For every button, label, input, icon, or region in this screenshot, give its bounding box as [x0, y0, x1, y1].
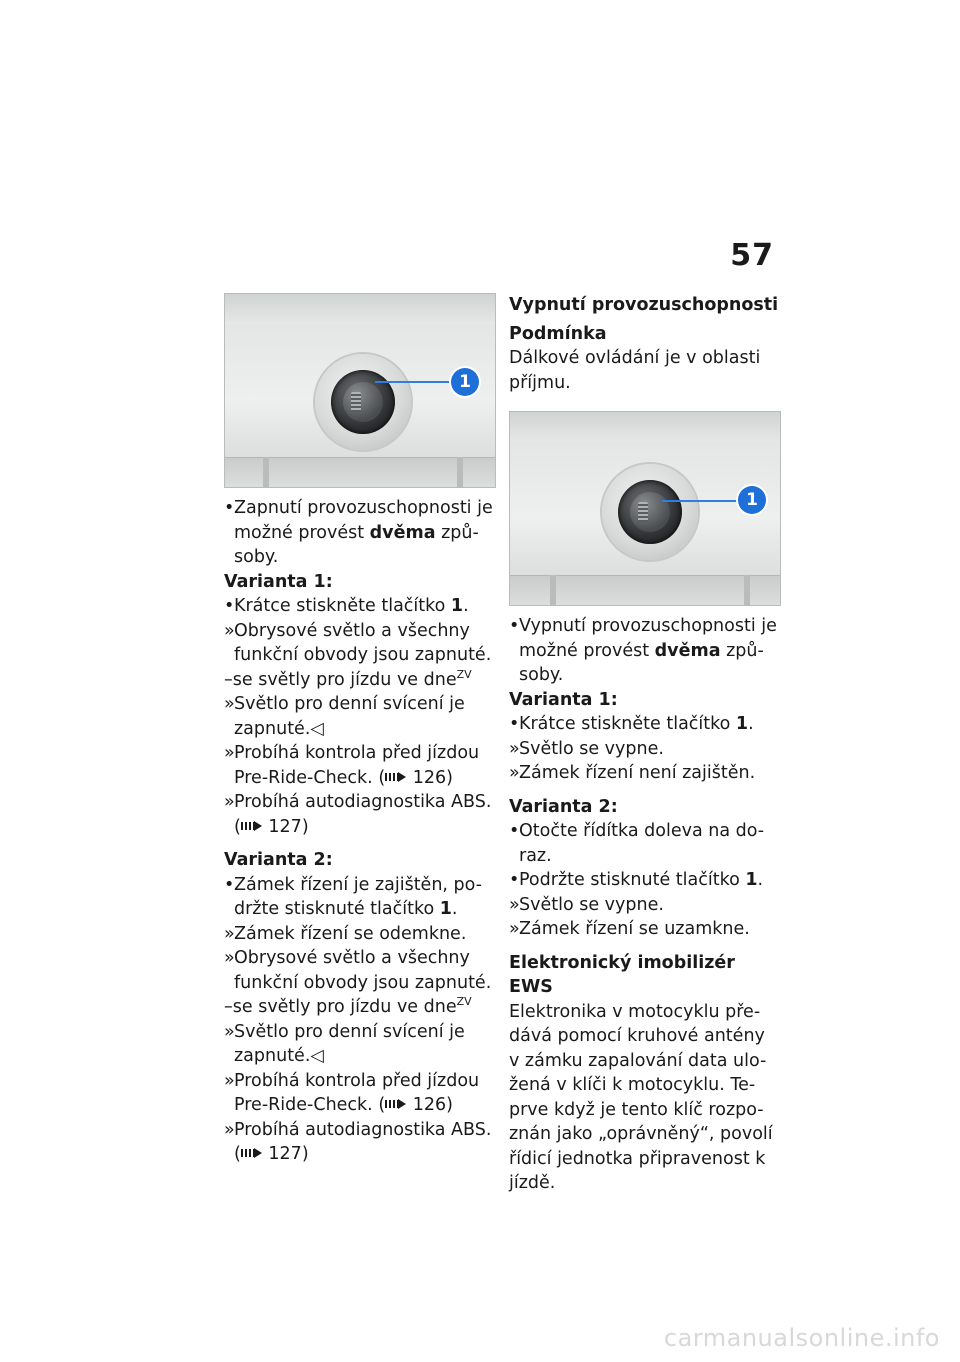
condition-line: –se světly pro jízdu ve dne$^{ZV}$: [224, 995, 472, 1017]
section-heading: Varianta 1:: [224, 571, 333, 592]
callout-line: [375, 381, 453, 383]
result-item: » Probíhá kontrola před jízdou Pre-Ride-Check. ( 126): [224, 743, 480, 788]
ignition-lock: [331, 370, 395, 434]
list-item: • Podržte stisknuté tlačítko 1.: [509, 868, 779, 893]
callout-line: [662, 500, 740, 502]
result-item: » Probíhá autodiagnostika ABS. ( 127): [224, 792, 492, 837]
result-icon: »: [509, 738, 520, 759]
panel-top: [225, 294, 495, 324]
list-item: • Krátce stiskněte tlačítko 1.: [224, 594, 494, 619]
result-icon: »: [224, 620, 235, 641]
list-item: • Zámek řízení je zajištěn, po-držte stisknuté tlačítko 1.: [224, 874, 482, 919]
page-reference[interactable]: ( 127): [234, 1144, 309, 1164]
section-heading: Varianta 2:: [224, 850, 333, 870]
bullet-icon: •: [509, 821, 520, 841]
left-column: [224, 293, 494, 1167]
paragraph: Elektronika v motocyklu pře-dává pomocí kruhové antény v zámku zapalování data ulo-žená v klíči k motocyklu. Te-prve když je tento klíč rozpo-znán jako „oprávněný“, povolí řídicí jednotka připravenost k jízdě.: [509, 1001, 773, 1193]
callout-badge-1: 1: [738, 486, 766, 514]
section-heading: Elektronický imobilizér EWS: [509, 952, 735, 997]
callout-badge-1: 1: [451, 368, 479, 396]
bullet-icon: •: [509, 714, 520, 734]
page-arrow-icon: [241, 1148, 263, 1158]
result-item: » Obrysové světlo a všechny funkční obvody jsou zapnuté.: [224, 620, 492, 665]
result-item: » Zámek řízení se uzamkne.: [509, 917, 779, 942]
result-icon: »: [224, 694, 235, 714]
list-item: • Zapnutí provozuschopnosti je možné provést dvěma způ-soby.: [224, 498, 493, 567]
panel-groove: [263, 457, 269, 487]
list-item: • Otočte řídítka doleva na do-raz.: [509, 821, 765, 866]
ignition-button-figure: [509, 411, 781, 606]
section-heading: Varianta 2:: [509, 796, 618, 817]
result-icon: »: [224, 1021, 235, 1042]
condition-heading: Podmínka: [509, 323, 607, 344]
bullet-icon: •: [509, 616, 520, 636]
ignition-lock-ring: [602, 464, 698, 560]
list-item: • Krátce stiskněte tlačítko 1.: [509, 712, 779, 737]
result-icon: »: [509, 763, 520, 783]
bullet-icon: •: [224, 596, 235, 616]
panel-groove: [457, 457, 463, 487]
result-icon: »: [224, 948, 235, 968]
ignition-button-figure: [224, 293, 496, 488]
result-item: » Světlo se vypne.: [509, 737, 779, 762]
result-item: » Probíhá kontrola před jízdou Pre-Ride-Check. ( 126): [224, 1070, 480, 1115]
panel-top: [510, 412, 780, 442]
end-mark-icon: ◁: [310, 718, 324, 739]
result-icon: »: [509, 894, 520, 915]
page-number: 57: [730, 238, 774, 273]
result-item: » Světlo pro denní svícení je zapnuté.◁: [224, 1021, 465, 1066]
ignition-lock: [618, 480, 682, 544]
result-item: » Zámek řízení se odemkne.: [224, 922, 494, 947]
bullet-icon: •: [509, 870, 520, 890]
result-item: » Zámek řízení není zajištěn.: [509, 761, 779, 786]
result-icon: »: [224, 743, 235, 763]
page-arrow-icon: [385, 1099, 407, 1109]
panel-groove: [744, 575, 750, 605]
page-reference[interactable]: ( 127): [234, 816, 309, 837]
list-item: • Vypnutí provozuschopnosti je možné provést dvěma způ-soby.: [509, 616, 777, 685]
section-heading: Vypnutí provozuschopnosti: [509, 295, 779, 315]
page-arrow-icon: [241, 821, 263, 831]
result-icon: »: [224, 1119, 235, 1140]
condition-text: Dálkové ovládání je v oblasti příjmu.: [509, 348, 761, 393]
right-column: [509, 293, 779, 1196]
start-button-knob: [343, 382, 383, 422]
page-reference[interactable]: ( 126): [378, 1095, 453, 1115]
bullet-icon: •: [224, 874, 235, 895]
watermark: carmanualsonline.info: [663, 1324, 940, 1352]
result-icon: »: [224, 923, 235, 944]
result-icon: »: [224, 1070, 235, 1091]
end-mark-icon: ◁: [310, 1046, 324, 1066]
result-item: » Obrysové světlo a všechny funkční obvody jsou zapnuté.: [224, 948, 492, 993]
result-item: » Světlo pro denní svícení je zapnuté.◁: [224, 694, 465, 739]
ignition-lock-ring: [315, 354, 411, 450]
start-button-knob: [630, 492, 670, 532]
condition-line: –se světly pro jízdu ve dne$^{ZV}$: [224, 667, 472, 690]
panel-groove: [550, 575, 556, 605]
result-item: » Světlo se vypne.: [509, 893, 779, 918]
section-heading: Varianta 1:: [509, 689, 618, 710]
result-icon: »: [509, 919, 520, 939]
result-item: » Probíhá autodiagnostika ABS. ( 127): [224, 1119, 492, 1164]
bullet-icon: •: [224, 498, 235, 518]
page-reference[interactable]: ( 126): [378, 767, 453, 788]
result-icon: »: [224, 792, 235, 812]
page-arrow-icon: [385, 772, 407, 782]
